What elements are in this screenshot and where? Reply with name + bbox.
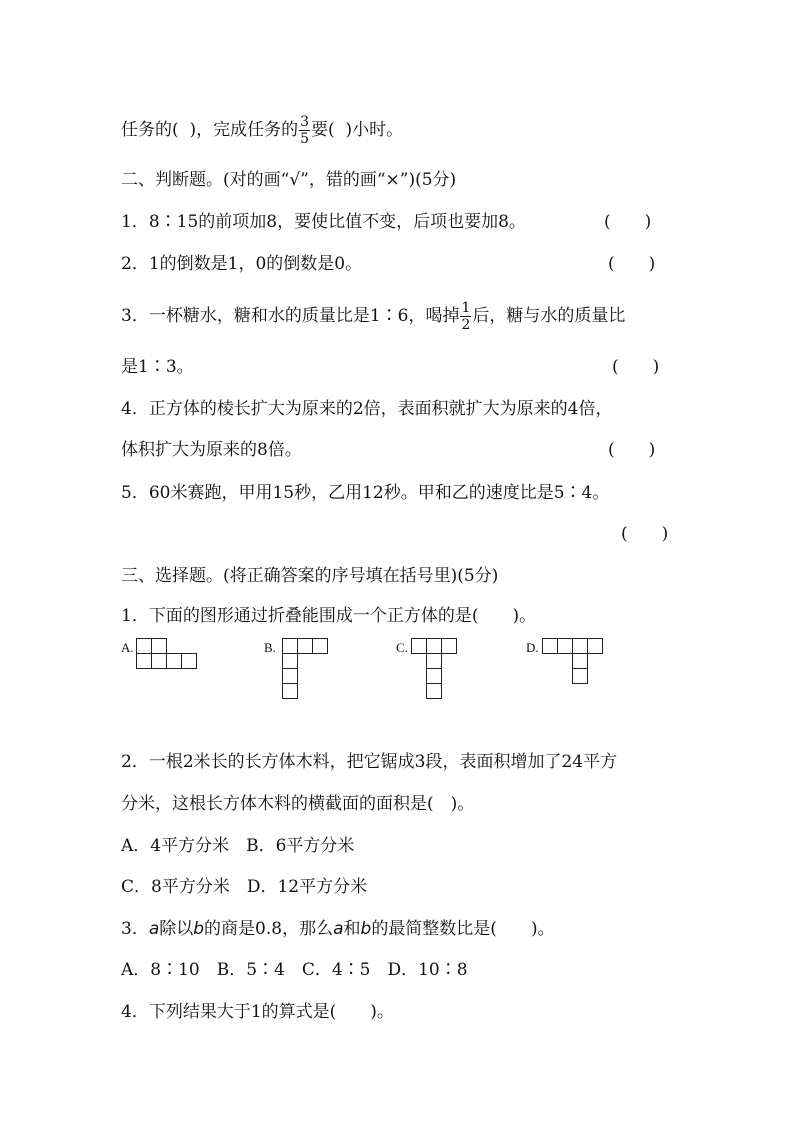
text-segment: )小时。 xyxy=(334,120,404,140)
fraction-numerator: 3 xyxy=(300,114,310,130)
net-square xyxy=(573,639,588,654)
variable-b: b xyxy=(360,919,372,939)
net-square xyxy=(283,639,298,654)
s2-question-4-line1: 4．正方体的棱长扩大为原来的2倍，表面积就扩大为原来的4倍， xyxy=(121,399,613,419)
net-square xyxy=(152,639,167,654)
s3-question-1: 1．下面的图形通过折叠能围成一个正方体的是( )。 xyxy=(121,606,537,626)
s2-question-5: 5．60米赛跑，甲用15秒，乙用12秒。甲和乙的速度比是5∶4。 xyxy=(121,483,610,503)
s3-q2-options-cd[interactable]: C．8平方分米 D．12平方分米 xyxy=(121,877,368,897)
text-segment: 3． xyxy=(121,919,149,939)
net-square xyxy=(298,639,313,654)
s2-q5-answer-paren[interactable]: ( ) xyxy=(621,524,669,544)
option-d-cube-net[interactable] xyxy=(542,638,606,686)
text-segment: )，完成任务的 xyxy=(178,120,299,140)
fraction-numerator: 1 xyxy=(461,300,471,316)
option-a-cube-net[interactable] xyxy=(136,638,198,672)
fraction-denominator: 5 xyxy=(300,131,310,147)
fraction xyxy=(299,114,310,147)
net-square xyxy=(573,669,588,684)
variable-a: a xyxy=(148,919,160,939)
section-3-heading: 三、选择题。(将正确答案的序号填在括号里)(5分) xyxy=(121,566,499,586)
net-square xyxy=(412,639,427,654)
net-square xyxy=(588,639,603,654)
net-square xyxy=(283,654,298,669)
option-c-label[interactable]: C. xyxy=(396,640,408,655)
fraction xyxy=(460,300,471,333)
variable-a: a xyxy=(333,919,344,939)
option-b-label[interactable]: B. xyxy=(264,640,276,655)
s2-question-2: 2．1的倒数是1，0的倒数是0。 xyxy=(121,254,363,274)
s2-question-1: 1．8∶15的前项加8，要使比值不变，后项也要加8。 xyxy=(121,212,526,232)
text-segment: 的最简整数比是( )。 xyxy=(371,919,555,939)
option-a-label[interactable]: A. xyxy=(121,640,134,655)
s2-q1-answer-paren[interactable]: ( ) xyxy=(604,212,652,232)
text-segment: 的商是0.8，那么 xyxy=(204,919,334,939)
s3-question-4: 4．下列结果大于1的算式是( )。 xyxy=(121,1002,394,1022)
s2-question-3-line1 xyxy=(121,300,625,333)
text-segment: 和 xyxy=(343,919,361,939)
s3-question-2-line2: 分米，这根长方体木料的横截面的面积是( )。 xyxy=(121,794,475,814)
s3-q3-options[interactable]: A．8∶10 B．5∶4 C．4∶5 D．10∶8 xyxy=(121,960,468,980)
s2-question-4-line2: 体积扩大为原来的8倍。 xyxy=(121,440,302,460)
net-square xyxy=(543,639,558,654)
net-square xyxy=(182,654,197,669)
option-b-cube-net[interactable] xyxy=(282,638,330,700)
net-square xyxy=(313,639,328,654)
text-segment: 除以 xyxy=(159,919,194,939)
net-square xyxy=(558,639,573,654)
text-segment: 后，糖与水的质量比 xyxy=(472,306,626,326)
net-square xyxy=(137,639,152,654)
net-square xyxy=(442,639,457,654)
text-segment: 3．一杯糖水，糖和水的质量比是1∶6，喝掉 xyxy=(121,306,460,326)
text-segment: 要( xyxy=(311,120,335,140)
fraction-denominator: 2 xyxy=(461,317,471,333)
net-square xyxy=(573,654,588,669)
option-c-cube-net[interactable] xyxy=(411,638,459,700)
s3-question-2-line1: 2．一根2米长的长方体木料，把它锯成3段，表面积增加了24平方 xyxy=(121,752,618,772)
section-2-heading: 二、判断题。(对的画“√”，错的画“×”)(5分) xyxy=(121,170,457,190)
text-segment: 任务的( xyxy=(121,120,179,140)
s2-question-3-line2: 是1∶3。 xyxy=(121,357,194,377)
s3-q2-options-ab[interactable]: A．4平方分米 B．6平方分米 xyxy=(121,836,355,856)
s3-question-3 xyxy=(121,917,555,941)
net-square xyxy=(167,654,182,669)
net-square xyxy=(152,654,167,669)
line-task-fraction xyxy=(121,114,403,147)
s2-q4-answer-paren[interactable]: ( ) xyxy=(608,440,656,460)
net-square xyxy=(427,639,442,654)
net-square xyxy=(427,669,442,684)
option-d-label[interactable]: D. xyxy=(526,640,539,655)
s2-q2-answer-paren[interactable]: ( ) xyxy=(608,254,656,274)
variable-b: b xyxy=(193,919,205,939)
net-square xyxy=(427,684,442,699)
net-square xyxy=(427,654,442,669)
net-square xyxy=(283,669,298,684)
net-square xyxy=(137,654,152,669)
net-square xyxy=(283,684,298,699)
s2-q3-answer-paren[interactable]: ( ) xyxy=(612,357,660,377)
